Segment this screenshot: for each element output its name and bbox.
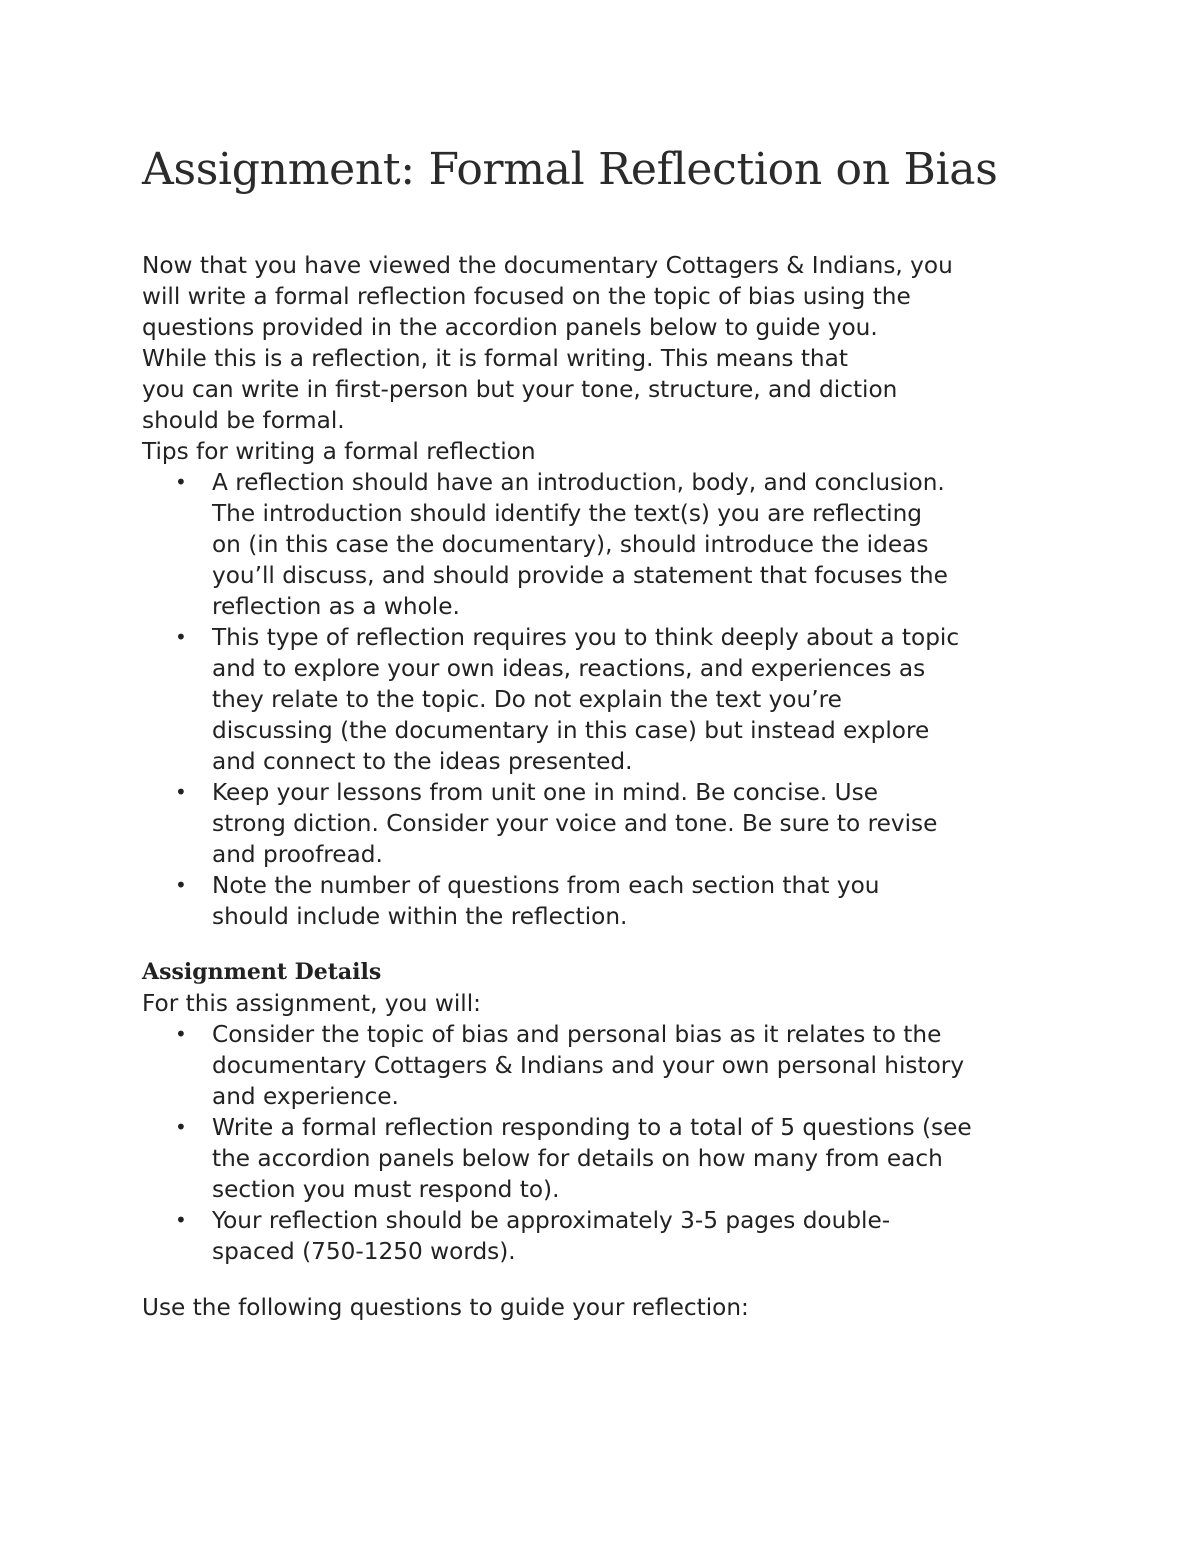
intro-paragraph (142, 250, 1062, 436)
list-item-line: they relate to the topic. Do not explain the text you’re (212, 686, 842, 713)
bullet-icon: • (175, 873, 187, 897)
list-item-line: Note the number of questions from each section that you (212, 872, 880, 899)
list-item-line: and to explore your own ideas, reactions, and experiences as (212, 655, 926, 682)
list-item (142, 467, 1062, 622)
intro-line: While this is a reflection, it is formal writing. This means that (142, 345, 848, 372)
details-list (142, 1019, 1062, 1267)
tips-list (142, 467, 1062, 932)
list-item-line: Write a formal reflection responding to a total of 5 questions (see (212, 1114, 972, 1141)
list-item-line: reflection as a whole. (212, 593, 460, 620)
list-item-line: Consider the topic of bias and personal bias as it relates to the (212, 1021, 942, 1048)
bullet-icon: • (175, 470, 187, 494)
intro-line: will write a formal reflection focused on the topic of bias using the (142, 283, 911, 310)
list-item-line: and connect to the ideas presented. (212, 748, 633, 775)
list-item (142, 1112, 1062, 1205)
list-item-line: spaced (750-1250 words). (212, 1238, 516, 1265)
details-intro: For this assignment, you will: (142, 990, 481, 1017)
list-item (142, 870, 1062, 932)
intro-line: you can write in first-person but your tone, structure, and diction (142, 376, 898, 403)
bullet-icon: • (175, 1208, 187, 1232)
list-item-line: documentary Cottagers & Indians and your own personal history (212, 1052, 965, 1079)
list-item-line: Keep your lessons from unit one in mind. Be concise. Use (212, 779, 878, 806)
list-item-line: and proofread. (212, 841, 383, 868)
list-item-line: on (in this case the documentary), should introduce the ideas (212, 531, 929, 558)
intro-line: questions provided in the accordion panels below to guide you. (142, 314, 878, 341)
list-item-line: The introduction should identify the text(s) you are reflecting (212, 500, 923, 527)
bullet-icon: • (175, 780, 187, 804)
closing-text: Use the following questions to guide your reflection: (142, 1294, 749, 1321)
tips-heading: Tips for writing a formal reflection (142, 438, 536, 465)
page-title: Assignment: Formal Reflection on Bias (142, 144, 998, 195)
list-item-line: section you must respond to). (212, 1176, 560, 1203)
list-item-line: A reflection should have an introduction, body, and conclusion. (212, 469, 945, 496)
list-item-line: you’ll discuss, and should provide a statement that focuses the (212, 562, 948, 589)
list-item-line: should include within the reflection. (212, 903, 628, 930)
list-item (142, 777, 1062, 870)
section-heading: Assignment Details (142, 959, 382, 985)
bullet-icon: • (175, 625, 187, 649)
document-body (142, 250, 1062, 1323)
list-item-line: Your reflection should be approximately 3-5 pages double- (212, 1207, 891, 1234)
list-item-line: discussing (the documentary in this case) but instead explore (212, 717, 930, 744)
list-item-line: This type of reflection requires you to think deeply about a topic (212, 624, 960, 651)
list-item-line: and experience. (212, 1083, 399, 1110)
bullet-icon: • (175, 1022, 187, 1046)
list-item (142, 622, 1062, 777)
list-item-line: strong diction. Consider your voice and tone. Be sure to revise (212, 810, 938, 837)
intro-line: Now that you have viewed the documentary Cottagers & Indians, you (142, 252, 953, 279)
list-item (142, 1019, 1062, 1112)
bullet-icon: • (175, 1115, 187, 1139)
list-item-line: the accordion panels below for details on how many from each (212, 1145, 943, 1172)
intro-line: should be formal. (142, 407, 345, 434)
list-item (142, 1205, 1062, 1267)
